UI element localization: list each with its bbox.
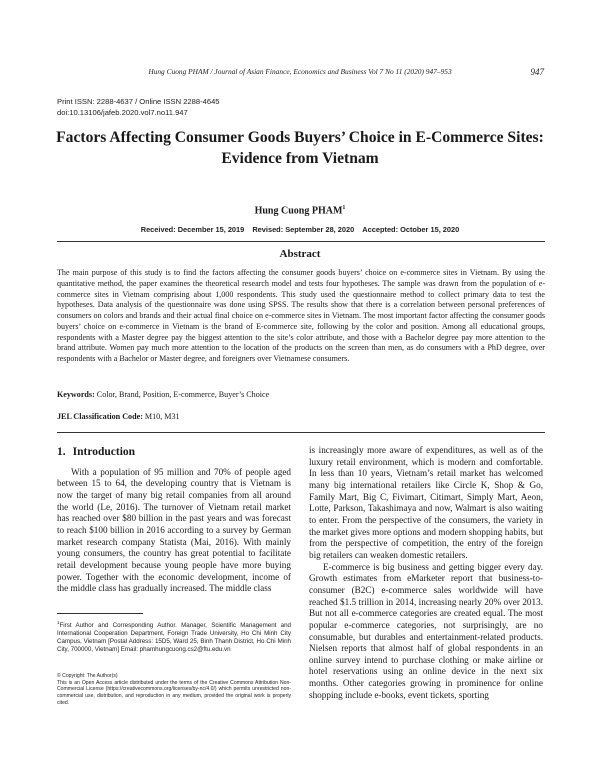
left-column: [57, 445, 291, 595]
divider-bottom: [57, 432, 545, 433]
section-heading: [57, 447, 291, 459]
issn-line: Print ISSN: 2288-4637 / Online ISSN 2288-4645: [57, 97, 220, 106]
article-dates: [0, 225, 600, 234]
license-text: This is an Open Access article distributed under the terms of the Creative Commons Attribution Non-Commercial License (https://creativecommons.org/licenses/by-nc/4.0/) which permits unrestricted non-commercial use, distribution, and reproduction in any medium, provided the original work is properly cited.: [57, 679, 291, 706]
intro-paragraph-3: E-commerce is big business and getting bigger every day. Growth estimates from eMarketer report that business-to-consumer (B2C) e-commerce sales worldwide will have reached $1.5 trillion in 2014, increasing nearly 20% over 2013. But not all e-commerce categories are created equal. The most popular e-commerce categories, not surprisingly, are no consumable, but durables and entertainment-related products. Nielsen reports that almost half of global respondents in an online survey intend to purchase clothing or make airline or hotel reservations using an online device in the next six months. Other categories growing in prominence for online shopping include e-books, event tickets, sporting: [309, 561, 543, 700]
title-line-1: Factors Affecting Consumer Goods Buyers’ Choice in E-Commerce Sites:: [56, 129, 544, 146]
author-name-text: Hung Cuong PHAM: [254, 205, 343, 217]
doi-line[interactable]: doi:10.13106/jafeb.2020.vol7.no11.947: [57, 107, 188, 117]
footnote-rule: [57, 613, 143, 614]
section-title: Introduction: [72, 446, 136, 458]
revised-date: Revised: September 28, 2020: [252, 225, 355, 234]
intro-paragraph-1: With a population of 95 million and 70% of people aged between 15 to 64, the developing country that is Vietnam is now the target of many big retail companies from all around the world (Le, 2016). The turnover of Vietnam retail market has reached over $80 billion in the past years and was forecast to reach $100 billion in 2016 according to a survey by German market research company Statista (Mai, 2016). With mainly young consumers, the country has great potential to facilitate retail development because young people have more buying power. Together with the economic development, income of the middle class has gradually increased. The middle class: [57, 466, 291, 594]
received-date: Received: December 15, 2019: [140, 225, 245, 234]
author-superscript: 1: [342, 205, 346, 211]
footnote: [57, 619, 291, 654]
accepted-date: Accepted: October 15, 2020: [362, 225, 460, 234]
abstract-heading: Abstract: [279, 248, 321, 260]
running-head: Hung Cuong PHAM / Journal of Asian Finance, Economics and Business Vol 7 No 11 (2020) 947–953: [148, 67, 452, 76]
page-number: 947: [530, 67, 544, 77]
section-number: 1.: [57, 446, 66, 458]
intro-paragraph-2: is increasingly more aware of expenditures, as well as of the luxury retail environment, which is modern and comfortable. In less than 10 years, Vietnam’s retail market has welcomed many big international retailers like Circle K, Shop & Go, Family Mart, Big C, Fivimart, Citimart, Simply Mart, Aeon, Lotte, Parkson, Takashimaya and now, Walmart is also waiting to enter. From the perspective of the consumers, the variety in the market gives more options and modern shopping habits, but from the perspective of competition, the entry of the foreign big retailers can weaken domestic retailers.: [309, 445, 543, 560]
keywords-line: [57, 390, 545, 399]
jel-label: JEL Classification Code:: [57, 412, 143, 421]
jel-line: [57, 412, 545, 421]
abstract-text: The main purpose of this study is to find the factors affecting the consumer goods buyers’ choice on e-commerce sites in Vietnam. By using the quantitative method, the paper examines the theoretical research model and tests four hypotheses. The sample was drawn from the population of e-commerce sites in Vietnam comprising about 1,000 respondents. This study used the questionnaire method to collect primary data to test the hypotheses. Data analysis of the questionnaire was done using SPSS. The results show that there is a correlation between personal preferences of consumers on colors and brands and their actual final choice on e-commerce sites in Vietnam. The most important factor affecting the consumer goods buyers’ choice on e-commerce in Vietnam is the brand of E-commerce site, following by the color and position. Among all educational groups, respondents with a Master degree pay the biggest attention to the site’s color attribute, and those with a Bachelor degree pay more attention to the brand attribute. Women pay much more attention to the location of the products on the screen than men, as do consumers with a PhD degree, over respondents with a Bachelor or Master degree, and foreigners over Vietnamese consumers.: [57, 268, 545, 363]
keywords-value: Color, Brand, Position, E-commerce, Buyer’s Choice: [94, 390, 270, 399]
copyright-notice: [57, 673, 291, 707]
paper-title: [40, 127, 560, 169]
footnote-marker: 1: [57, 620, 60, 625]
right-column: [309, 445, 543, 701]
title-line-2: Evidence from Vietnam: [221, 150, 379, 167]
footnote-text: First Author and Corresponding Author. Manager, Scientific Management and International Cooperation Department, Foreign Trade University, Ho Chi Minh City Campus, Vietnam [Postal Address: 15D5, Ward 25, Binh Thanh District, Ho Chi Minh City, 700000, Vietnam] Email: phamhungcuong.cs2@ftu.edu.vn: [57, 622, 291, 654]
keywords-label: Keywords:: [57, 390, 95, 399]
divider-top: [57, 241, 545, 242]
copyright-line: © Copyright: The Author(s): [57, 673, 118, 679]
jel-value: M10, M31: [142, 412, 180, 421]
issn-block: [57, 97, 220, 118]
author-name: [0, 205, 600, 216]
